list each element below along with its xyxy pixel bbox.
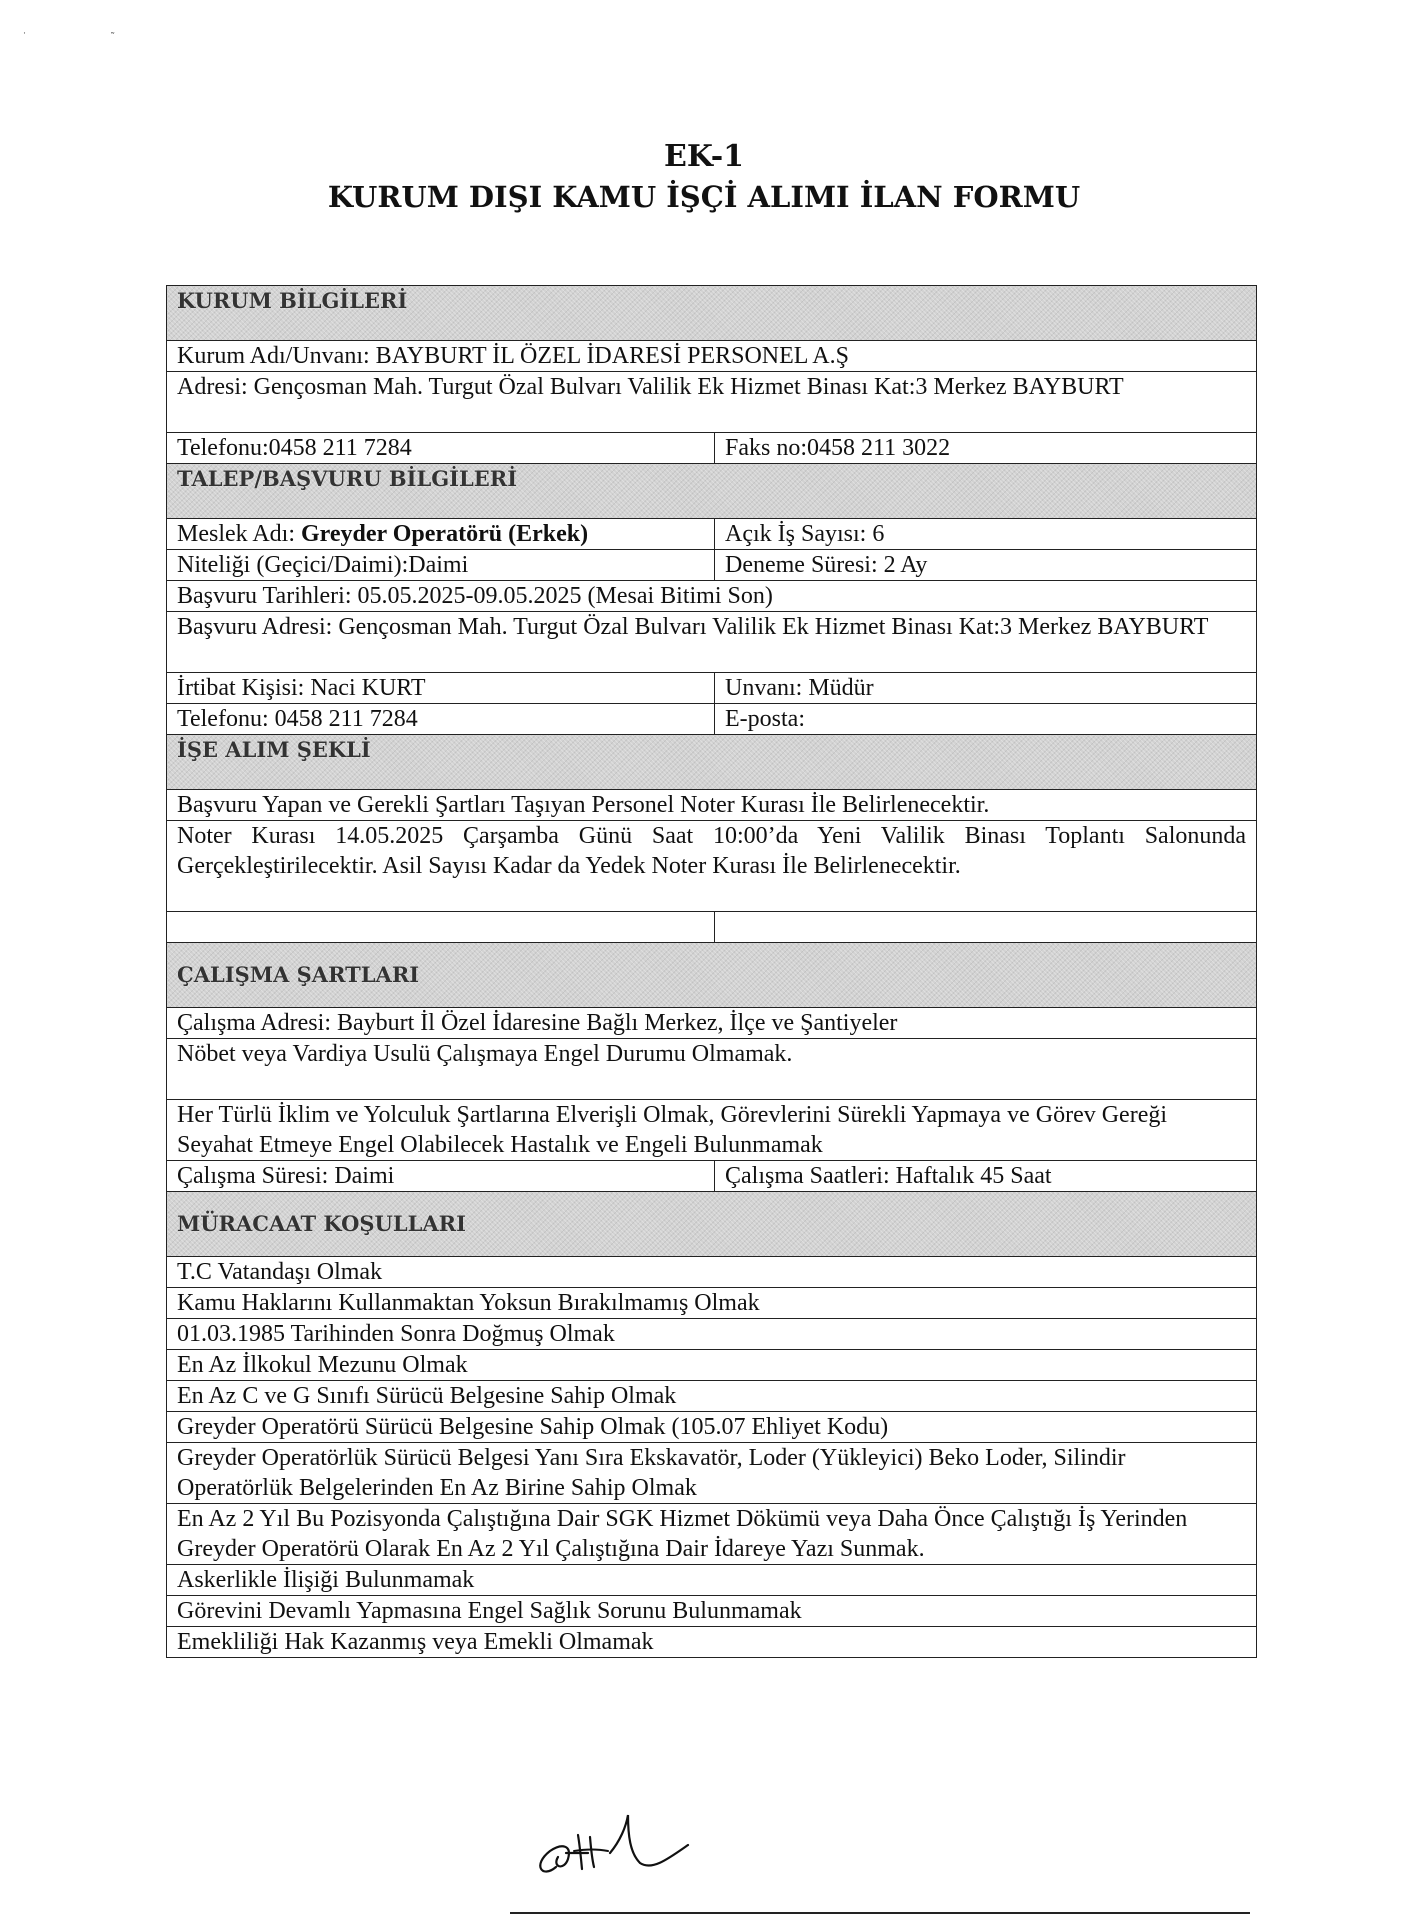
kurum-phone: Telefonu:0458 211 7284 bbox=[167, 433, 715, 464]
unvani: Unvanı: Müdür bbox=[715, 673, 1257, 704]
announcement-form-table bbox=[166, 285, 1257, 1658]
calisma-saatleri: Çalışma Saatleri: Haftalık 45 Saat bbox=[715, 1161, 1257, 1192]
meslek-label: Meslek Adı: bbox=[177, 521, 301, 547]
ise-alim-line-2: Noter Kurası 14.05.2025 Çarşamba Günü Saat 10:00’da Yeni Valilik Binası Toplantı Salonunda Gerçekleştirilecektir. Asil Sayısı Kadar da Yedek Noter Kurası İle Belirlenecektir. bbox=[167, 821, 1257, 912]
annex-label: EK-1 bbox=[663, 139, 745, 174]
form-title: KURUM DIŞI KAMU İŞÇİ ALIMI İLAN FORMU bbox=[327, 180, 1081, 214]
kosul-item: Görevini Devamlı Yapmasına Engel Sağlık Sorunu Bulunmamak bbox=[167, 1596, 1257, 1627]
page-title bbox=[0, 138, 1408, 218]
section-header-muracaat: MÜRACAAT KOŞULLARI bbox=[167, 1192, 1257, 1257]
kosul-item: En Az C ve G Sınıfı Sürücü Belgesine Sahip Olmak bbox=[167, 1381, 1257, 1412]
kurum-address: Adresi: Gençosman Mah. Turgut Özal Bulvarı Valilik Ek Hizmet Binası Kat:3 Merkez BAYBURT bbox=[167, 372, 1257, 433]
calisma-adresi: Çalışma Adresi: Bayburt İl Özel İdaresine Bağlı Merkez, İlçe ve Şantiyeler bbox=[167, 1008, 1257, 1039]
empty-cell-left bbox=[167, 912, 715, 943]
basvuru-tarihleri: Başvuru Tarihleri: 05.05.2025-09.05.2025 (Mesai Bitimi Son) bbox=[167, 581, 1257, 612]
section-header-ise-alim: İŞE ALIM ŞEKLİ bbox=[167, 735, 1257, 790]
meslek-value: Greyder Operatörü (Erkek) bbox=[301, 521, 589, 547]
kosul-item: Askerlikle İlişiği Bulunmamak bbox=[167, 1565, 1257, 1596]
irtibat-kisisi: İrtibat Kişisi: Naci KURT bbox=[167, 673, 715, 704]
acik-is-sayisi: Açık İş Sayısı: 6 bbox=[715, 519, 1257, 550]
basvuru-adresi: Başvuru Adresi: Gençosman Mah. Turgut Özal Bulvarı Valilik Ek Hizmet Binası Kat:3 Merkez BAYBURT bbox=[167, 612, 1257, 673]
kurum-fax: Faks no:0458 211 3022 bbox=[715, 433, 1257, 464]
bottom-rule bbox=[510, 1912, 1250, 1914]
iklim-yolculuk: Her Türlü İklim ve Yolculuk Şartlarına Elverişli Olmak, Görevlerini Sürekli Yapmaya ve Görev Gereği Seyahat Etmeye Engel Olabilecek Hastalık ve Engeli Bulunmamak bbox=[167, 1100, 1257, 1161]
meslek-cell bbox=[167, 519, 715, 550]
kosul-item: Kamu Haklarını Kullanmaktan Yoksun Bırakılmamış Olmak bbox=[167, 1288, 1257, 1319]
section-header-calisma: ÇALIŞMA ŞARTLARI bbox=[167, 943, 1257, 1008]
calisma-suresi: Çalışma Süresi: Daimi bbox=[167, 1161, 715, 1192]
niteligi: Niteliği (Geçici/Daimi):Daimi bbox=[167, 550, 715, 581]
e-posta: E-posta: bbox=[715, 704, 1257, 735]
irtibat-telefonu: Telefonu: 0458 211 7284 bbox=[167, 704, 715, 735]
kosul-item: Greyder Operatörlük Sürücü Belgesi Yanı Sıra Ekskavatör, Loder (Yükleyici) Beko Loder, Silindir Operatörlük Belgelerinden En Az Birine Sahip Olmak bbox=[167, 1443, 1257, 1504]
kosul-item: Greyder Operatörü Sürücü Belgesine Sahip Olmak (105.07 Ehliyet Kodu) bbox=[167, 1412, 1257, 1443]
kosul-item: En Az 2 Yıl Bu Pozisyonda Çalıştığına Dair SGK Hizmet Dökümü veya Daha Önce Çalıştığı İş Yerinden Greyder Operatörü Olarak En Az 2 Yıl Çalıştığına Dair İdareye Yazı Sunmak. bbox=[167, 1504, 1257, 1565]
handwritten-signature bbox=[528, 1805, 718, 1885]
ise-alim-line-1: Başvuru Yapan ve Gerekli Şartları Taşıyan Personel Noter Kurası İle Belirlenecektir. bbox=[167, 790, 1257, 821]
kosul-item: En Az İlkokul Mezunu Olmak bbox=[167, 1350, 1257, 1381]
empty-cell-right bbox=[715, 912, 1257, 943]
nobet-vardiya: Nöbet veya Vardiya Usulü Çalışmaya Engel Durumu Olmamak. bbox=[167, 1039, 1257, 1100]
kurum-name: Kurum Adı/Unvanı: BAYBURT İL ÖZEL İDARESİ PERSONEL A.Ş bbox=[167, 341, 1257, 372]
kosul-item: 01.03.1985 Tarihinden Sonra Doğmuş Olmak bbox=[167, 1319, 1257, 1350]
section-header-kurum: KURUM BİLGİLERİ bbox=[167, 286, 1257, 341]
kosul-item: T.C Vatandaşı Olmak bbox=[167, 1257, 1257, 1288]
deneme-suresi: Deneme Süresi: 2 Ay bbox=[715, 550, 1257, 581]
kosul-item: Emekliliği Hak Kazanmış veya Emekli Olmamak bbox=[167, 1627, 1257, 1658]
scan-marks: ˙ ˜ bbox=[22, 32, 156, 43]
section-header-talep: TALEP/BAŞVURU BİLGİLERİ bbox=[167, 464, 1257, 519]
